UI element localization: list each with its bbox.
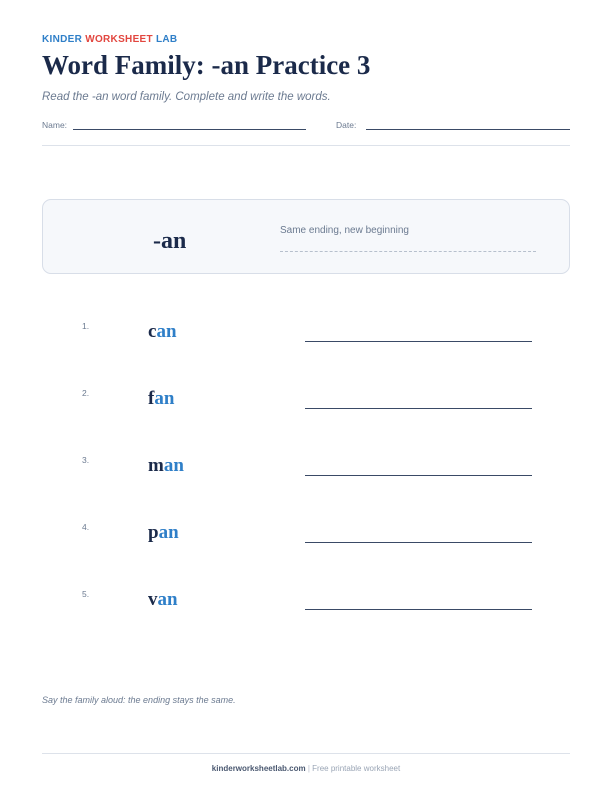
footer: [0, 764, 612, 773]
header-divider: [42, 145, 570, 146]
brand-text-kinder: KINDER: [42, 34, 86, 45]
word-ending: an: [156, 321, 177, 342]
word-number: 5.: [82, 589, 90, 599]
word-start: v: [148, 589, 158, 610]
writing-line[interactable]: [305, 408, 532, 409]
word-ending: an: [163, 455, 184, 476]
word-row: [0, 589, 612, 629]
date-field[interactable]: [366, 129, 570, 130]
family-ending: -an: [153, 228, 187, 254]
writing-line[interactable]: [305, 475, 532, 476]
family-note: Same ending, new beginning: [280, 225, 409, 236]
page-subtitle: Read the -an word family. Complete and write the words.: [42, 91, 331, 103]
word-number: 2.: [82, 388, 90, 398]
footer-separator: |: [305, 764, 313, 773]
footer-site: kinderworksheetlab.com: [211, 764, 306, 773]
word-start: f: [148, 388, 155, 409]
brand-text-worksheet: WORKSHEET: [85, 34, 153, 45]
page-title: Word Family: -an Practice 3: [42, 50, 371, 80]
word-text: [148, 455, 184, 477]
name-label: Name:: [42, 120, 68, 130]
word-family-box: [42, 199, 570, 274]
word-text: [148, 388, 174, 410]
word-row: [0, 455, 612, 495]
word-number: 4.: [82, 522, 90, 532]
word-number: 3.: [82, 455, 90, 465]
word-row: [0, 321, 612, 361]
word-row: [0, 388, 612, 428]
word-start: m: [148, 455, 164, 476]
name-field[interactable]: [73, 129, 306, 130]
word-ending: an: [158, 522, 179, 543]
writing-line[interactable]: [305, 609, 532, 610]
word-ending: an: [154, 388, 175, 409]
word-number: 1.: [82, 321, 90, 331]
word-text: [148, 589, 178, 611]
word-text: [148, 522, 179, 544]
tip-text: Say the family aloud: the ending stays the same.: [42, 695, 236, 705]
word-text: [148, 321, 177, 343]
word-start: p: [148, 522, 159, 543]
writing-line[interactable]: [305, 542, 532, 543]
word-start: c: [148, 321, 157, 342]
footer-text: Free printable worksheet: [312, 764, 401, 773]
brand-text-lab: LAB: [152, 34, 178, 45]
writing-line[interactable]: [305, 341, 532, 342]
word-ending: an: [157, 589, 178, 610]
word-row: [0, 522, 612, 562]
brand-logo: [42, 34, 177, 45]
family-note-line: [280, 251, 536, 252]
footer-divider: [42, 753, 570, 754]
date-label: Date:: [336, 120, 357, 130]
